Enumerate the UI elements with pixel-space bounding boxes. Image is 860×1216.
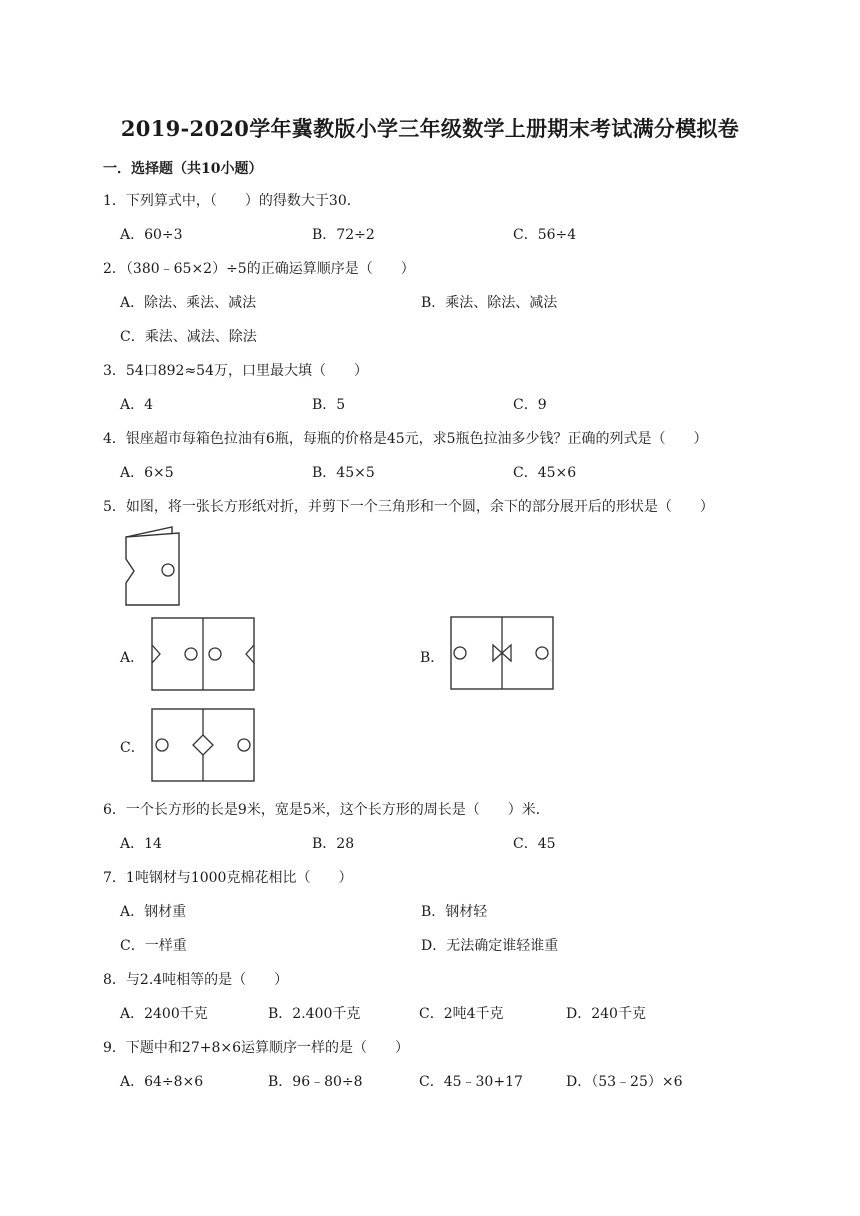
q7-option-a[interactable]: A．钢材重 [120, 904, 187, 920]
q5-option-a[interactable]: A． [120, 650, 145, 666]
q9-option-a[interactable]: A．64÷8×6 [120, 1074, 204, 1090]
q4-option-c[interactable]: C．45×6 [513, 465, 577, 481]
q7-option-d[interactable]: D．无法确定谁轻谁重 [421, 938, 559, 954]
q1-option-c[interactable]: C．56÷4 [513, 227, 577, 243]
question-5: 5．如图，将一张长方形纸对折，并剪下一个三角形和一个圆，余下的部分展开后的形状是（ ） [103, 499, 714, 515]
q6-option-b[interactable]: B．28 [312, 836, 355, 852]
q1-option-b[interactable]: B．72÷2 [312, 227, 375, 243]
q8-option-c[interactable]: C．2吨4千克 [419, 1006, 504, 1022]
q8-option-d[interactable]: D．240千克 [566, 1006, 646, 1022]
q8-option-a[interactable]: A．2400千克 [120, 1006, 208, 1022]
section-heading: 一．选择题（共10小题） [103, 161, 263, 177]
question-9: 9．下题中和27+8×6运算顺序一样的是（ ） [103, 1040, 409, 1056]
q3-option-b[interactable]: B．5 [312, 397, 346, 413]
question-1: 1．下列算式中，（ ）的得数大于30． [103, 193, 361, 209]
question-8: 8．与2.4吨相等的是（ ） [103, 972, 289, 988]
question-3: 3．54口892≈54万，口里最大填（ ） [103, 363, 368, 379]
question-7: 7．1吨钢材与1000克棉花相比（ ） [103, 870, 353, 886]
q4-option-a[interactable]: A．6×5 [120, 465, 174, 481]
question-2: 2．（380﹣65×2）÷5的正确运算顺序是（ ） [103, 261, 415, 277]
question-6: 6．一个长方形的长是9米，宽是5米，这个长方形的周长是（ ）米． [103, 802, 550, 818]
q4-option-b[interactable]: B．45×5 [312, 465, 375, 481]
q7-option-c[interactable]: C．一样重 [120, 938, 187, 954]
q2-option-c[interactable]: C．乘法、减法、除法 [120, 329, 257, 345]
q8-option-b[interactable]: B．2.400千克 [268, 1006, 361, 1022]
folded-paper-figure [124, 525, 182, 607]
q5-option-b[interactable]: B． [420, 650, 445, 666]
q5-figure-a [150, 616, 256, 692]
q9-option-b[interactable]: B．96﹣80÷8 [268, 1074, 363, 1090]
q6-option-c[interactable]: C．45 [513, 836, 556, 852]
q5-option-c[interactable]: C． [120, 740, 145, 756]
q9-option-c[interactable]: C．45﹣30+17 [419, 1074, 523, 1090]
q9-option-d[interactable]: D．（53﹣25）×6 [566, 1074, 683, 1090]
question-4: 4．银座超市每箱色拉油有6瓶，每瓶的价格是45元，求5瓶色拉油多少钱？正确的列式是（ ） [103, 431, 708, 447]
q6-option-a[interactable]: A．14 [120, 836, 162, 852]
q3-option-a[interactable]: A．4 [120, 397, 154, 413]
q2-option-b[interactable]: B．乘法、除法、减法 [421, 295, 558, 311]
q7-option-b[interactable]: B．钢材轻 [421, 904, 488, 920]
q5-figure-c [150, 707, 256, 783]
q5-figure-b [449, 615, 555, 691]
q1-option-a[interactable]: A．60÷3 [120, 227, 183, 243]
page-title: 2019-2020学年冀教版小学三年级数学上册期末考试满分模拟卷 [120, 116, 740, 141]
q2-option-a[interactable]: A．除法、乘法、减法 [120, 295, 257, 311]
q3-option-c[interactable]: C．9 [513, 397, 547, 413]
